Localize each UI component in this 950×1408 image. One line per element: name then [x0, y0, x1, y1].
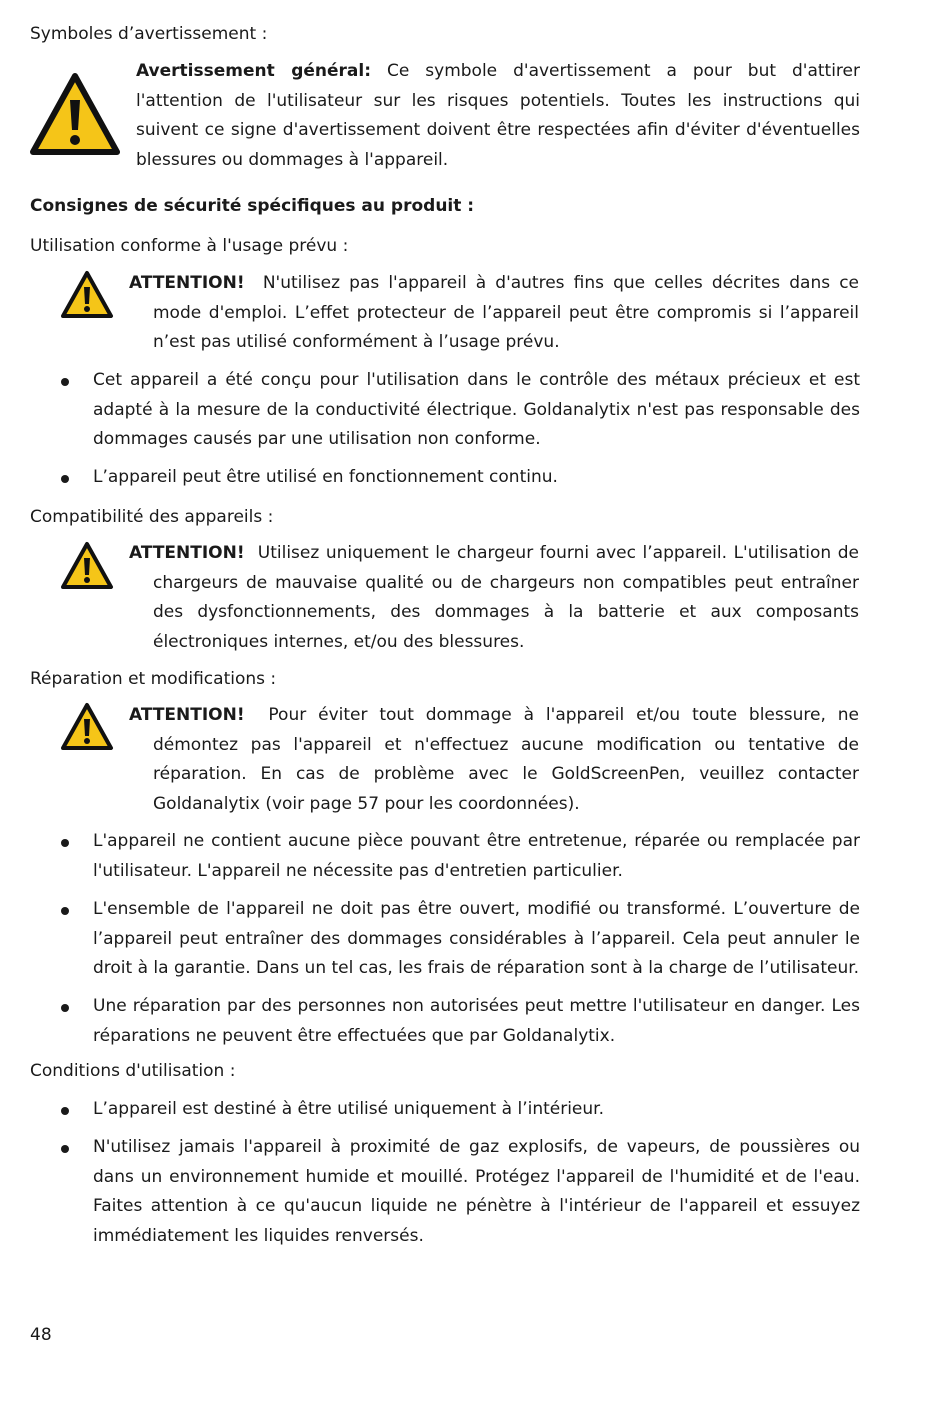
symbols-heading: Symboles d’avertissement : — [30, 24, 268, 44]
bullet-icon — [61, 1107, 69, 1115]
repair-label: Réparation et modifications : — [30, 669, 277, 689]
general-warning-title: Avertissement général: — [136, 61, 372, 81]
list-item-text: L’appareil peut être utilisé en fonctionnement continu. — [93, 467, 558, 487]
usage-warning — [129, 269, 859, 358]
list-item — [30, 895, 860, 984]
page-number: 48 — [30, 1325, 52, 1345]
list-item-text: Une réparation par des personnes non autorisées peut mettre l'utilisateur en danger. Les réparations ne peuvent être effectuées que par Goldanalytix. — [93, 996, 860, 1046]
bullet-icon — [61, 378, 69, 386]
bullet-icon — [61, 907, 69, 915]
list-item-text: L'ensemble de l'appareil ne doit pas être ouvert, modifié ou transformé. L’ouverture de l’appareil peut entraîner des dommages considérables à l’appareil. Cela peut annuler le droit à la garantie. Dans un tel cas, les frais de réparation sont à la charge de l’utilisateur. — [93, 899, 860, 978]
usage-warning-rest: mode d'emploi. L’effet protecteur de l’appareil peut être compromis si l’appareil n’est pas utilisé conformément à l’usage prévu. — [153, 302, 859, 352]
general-warning-block — [136, 57, 860, 175]
list-item-text: Cet appareil a été conçu pour l'utilisation dans le contrôle des métaux précieux et est adapté à la mesure de la conductivité électrique. Goldanalytix n'est pas responsable des dommages causés par une utilisation non conforme. — [93, 370, 860, 449]
compat-warning-line1: Utilisez uniquement le chargeur fourni avec l’appareil. L'utilisation de — [257, 543, 860, 563]
usage-warning-line1: N'utilisez pas l'appareil à d'autres fins que celles décrites dans ce — [262, 273, 859, 293]
bullet-icon — [61, 1004, 69, 1012]
warning-triangle-icon — [60, 270, 114, 320]
warning-triangle-icon — [60, 702, 114, 752]
warning-triangle-icon — [30, 72, 120, 156]
list-item — [30, 366, 860, 455]
general-warning-text: Ce symbole d'avertissement a pour but d'attirer l'attention de l'utilisateur sur les risques potentiels. Toutes les instructions qui suivent ce signe d'avertissement doivent être respectées afin d'éviter d'éventuelles blessures ou dommages à l'appareil. — [136, 61, 860, 170]
repair-warning — [129, 701, 859, 819]
compat-warning-title: ATTENTION! — [129, 543, 245, 563]
compat-warning-rest: chargeurs de mauvaise qualité ou de chargeurs non compatibles peut entraîner des dysfonctionnements, des dommages à la batterie et aux composants électroniques internes, et/ou des blessures. — [153, 572, 859, 652]
compat-label: Compatibilité des appareils : — [30, 507, 274, 527]
list-item-text: L’appareil est destiné à être utilisé uniquement à l’intérieur. — [93, 1099, 604, 1119]
compat-warning — [129, 539, 859, 657]
warning-triangle-icon — [60, 541, 114, 591]
list-item — [30, 827, 860, 886]
section-title: Consignes de sécurité spécifiques au produit : — [30, 196, 475, 216]
conditions-label: Conditions d'utilisation : — [30, 1061, 236, 1081]
list-item — [30, 1133, 860, 1251]
repair-warning-rest: démontez pas l'appareil et n'effectuez aucune modification ou tentative de réparation. En cas de problème avec le GoldScreenPen, veuillez contacter Goldanalytix (voir page 57 pour les coordonnées). — [153, 734, 859, 814]
list-item-text: L'appareil ne contient aucune pièce pouvant être entretenue, réparée ou remplacée par l'utilisateur. L'appareil ne nécessite pas d'entretien particulier. — [93, 831, 860, 881]
repair-warning-line1: Pour éviter tout dommage à l'appareil et/ou toute blessure, ne — [268, 705, 859, 725]
usage-warning-title: ATTENTION! — [129, 273, 245, 293]
bullet-icon — [61, 839, 69, 847]
list-item — [30, 1095, 860, 1125]
repair-warning-title: ATTENTION! — [129, 705, 245, 725]
list-item — [30, 992, 860, 1051]
bullet-icon — [61, 475, 69, 483]
usage-label: Utilisation conforme à l'usage prévu : — [30, 236, 349, 256]
bullet-icon — [61, 1145, 69, 1153]
list-item — [30, 463, 860, 493]
list-item-text: N'utilisez jamais l'appareil à proximité de gaz explosifs, de vapeurs, de poussières ou dans un environnement humide et mouillé. Protégez l'appareil de l'humidité et de l'eau. Faites attention à ce qu'aucun liquide ne pénètre à l'intérieur de l'appareil et essuyez immédiatement les liquides renversés. — [93, 1137, 860, 1246]
